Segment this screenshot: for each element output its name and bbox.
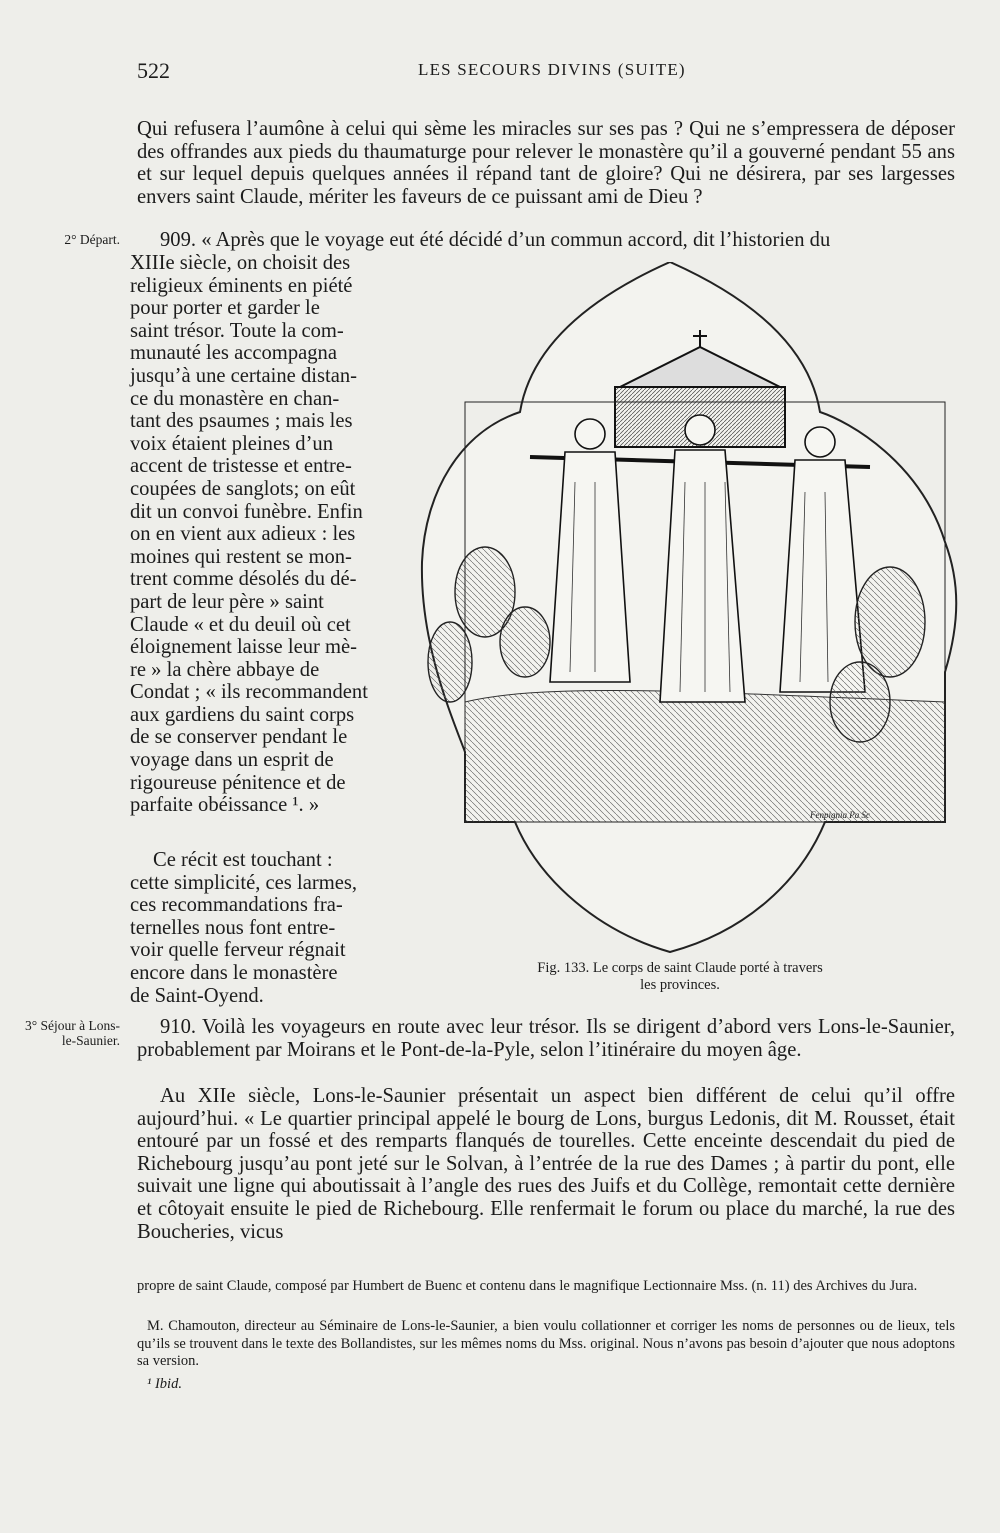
section-909-narrow-line: munauté les accompagna: [130, 342, 337, 365]
section-909-narrow-line: coupées de sanglots; on eût: [130, 477, 356, 500]
footnote-a: propre de saint Claude, composé par Humbert de Buenc et contenu dans le magnifique Lectionnaire Mss. (n. 11) des Archives du Jura.: [137, 1278, 918, 1294]
section-909-narrow-line: Claude « et du deuil où cet: [130, 613, 351, 636]
footnote-b: M. Chamouton, directeur au Séminaire de Lons-le-Saunier, a bien voulu collationner et corriger les noms de personnes ou de lieux, tels qu’ils se trouvent dans le texte des Bollandistes, sur les mêmes noms du Mss. original. Nous n’avons pas besoin d’ajouter que nous adoptons sa version.: [137, 1318, 955, 1369]
section-909-narrow-line: Condat ; « ils recommandent: [130, 681, 368, 704]
section-909-narrow-line: voix étaient pleines d’un: [130, 432, 334, 455]
recit-line: ces recommandations fra-: [130, 894, 343, 917]
section-909-narrow-line: ce du monastère en chan-: [130, 387, 340, 410]
section-909-narrow-line: pour porter et garder le: [130, 297, 320, 320]
procession-engraving: [400, 262, 1000, 967]
intro-paragraph: Qui refusera l’aumône à celui qui sème les miracles sur ses pas ? Qui ne s’empressera de déposer des offrandes aux pieds du thaumaturge pour relever le monastère qu’il a gouverné pendant 55 ans et sur lequel depuis quelques années il répand tant de gloire? Qui ne désirera, par ses largesses envers saint Claude, mériter les faveurs de ce puissant ami de Dieu ?: [137, 118, 955, 208]
section-909-narrow-text: [130, 252, 388, 817]
section-909-narrow-line: accent de tristesse et entre-: [130, 455, 352, 478]
margin-note-sejour: 3° Séjour à Lons-le-Saunier.: [24, 1018, 120, 1048]
section-909-narrow-line: aux gardiens du saint corps: [130, 703, 355, 726]
section-909-narrow-line: tant des psaumes ; mais les: [130, 410, 353, 433]
section-909-narrow-line: dit un convoi funèbre. Enfin: [130, 500, 363, 523]
recit-paragraph: [130, 849, 390, 1007]
section-909-narrow-line: XIIIe siècle, on choisit des: [130, 252, 351, 274]
section-909-narrow-line: voyage dans un esprit de: [130, 749, 334, 772]
caption-line-2: les provinces.: [640, 977, 720, 993]
recit-line: encore dans le monastère: [130, 961, 338, 984]
margin-note-depart: 2° Départ.: [64, 232, 120, 247]
section-909-narrow-line: rigoureuse pénitence et de: [130, 771, 346, 794]
recit-line: de Saint-Oyend.: [130, 984, 264, 1007]
running-title: LES SECOURS DIVINS (SUITE): [418, 60, 686, 79]
section-909-narrow-line: religieux éminents en piété: [130, 274, 353, 297]
section-909-narrow-line: trent comme désolés du dé-: [130, 568, 357, 591]
section-909-narrow-line: on en vient aux adieux : les: [130, 523, 356, 546]
section-909-narrow-line: parfaite obéissance ¹. »: [130, 794, 320, 817]
footnote-1: ¹ Ibid.: [147, 1376, 182, 1392]
section-909-narrow-line: éloignement laisse leur mè-: [130, 636, 358, 659]
section-909-narrow-line: de se conserver pendant le: [130, 726, 348, 749]
recit-line: cette simplicité, ces larmes,: [130, 871, 358, 894]
caption-line-1: Fig. 133. Le corps de saint Claude porté à travers: [537, 960, 823, 976]
page-number: 522: [137, 58, 170, 83]
section-909-narrow-line: re » la chère abbaye de: [130, 658, 320, 681]
section-909-narrow-line: part de leur père » saint: [130, 590, 324, 613]
figure-illustration: [400, 262, 1000, 967]
section-909-narrow-line: moines qui restent se mon-: [130, 545, 352, 568]
section-909-first-line: 909. « Après que le voyage eut été décidé d’un commun accord, dit l’historien du: [160, 229, 831, 251]
figure-caption: [430, 960, 930, 994]
section-909-narrow-line: saint trésor. Toute la com-: [130, 319, 344, 342]
engraver-signature: Fenpignia Pa Sc: [810, 810, 870, 820]
section-910-paragraph: 910. Voilà les voyageurs en route avec leur trésor. Ils se dirigent d’abord vers Lons-le-Saunier, probablement par Moirans et le Pont-de-la-Pyle, selon l’itinéraire du moyen âge.: [137, 1016, 955, 1061]
section-909-narrow-line: jusqu’à une certaine distan-: [130, 364, 358, 387]
section-910-paragraph-2: Au XIIe siècle, Lons-le-Saunier présentait un aspect bien différent de celui qu’il offre aujourd’hui. « Le quartier principal appelé le bourg de Lons, burgus Ledonis, dit M. Rousset, était entouré par un fossé et des remparts flanqués de tourelles. Cette enceinte descendait du pied de Richebourg jusqu’au pont jeté sur le Solvan, à l’entrée de la rue des Dames ; à partir du pont, elle suivait une ligne qui aboutissait à l’angle des rues des Juifs et du Collège, remontait cette dernière et côtoyait ensuite le pied de Richebourg. Elle renfermait le forum ou place du marché, la rue des Boucheries, vicus: [137, 1085, 955, 1243]
recit-line: voir quelle ferveur régnait: [130, 939, 346, 962]
recit-line: ternelles nous font entre-: [130, 916, 336, 939]
recit-line: Ce récit est touchant :: [153, 849, 333, 871]
